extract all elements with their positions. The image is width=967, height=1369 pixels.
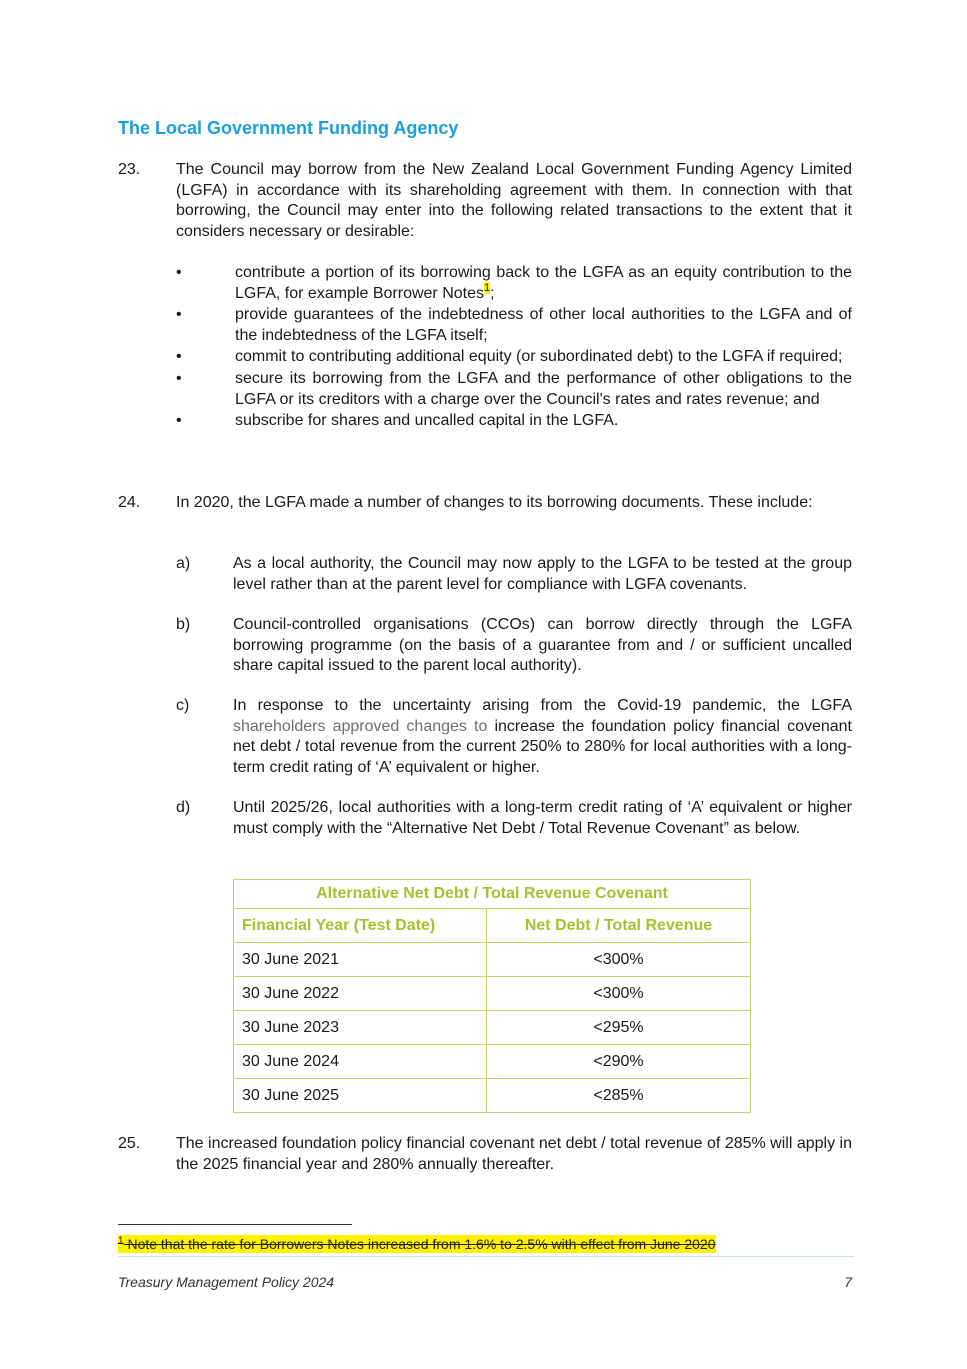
paragraph-text: The Council may borrow from the New Zealand Local Government Funding Agency Limited (LGFA) in accordance with its shareholding agreement with them. In connection with that borrowing, the Council may enter into the following related transactions to the extent that it considers necessary or desirable: — [176, 161, 852, 240]
table-title: Alternative Net Debt / Total Revenue Covenant — [234, 880, 751, 909]
paragraph-text: The increased foundation policy financial covenant net debt / total revenue of 285% will apply in the 2025 financial year and 280% annually thereafter. — [176, 1135, 852, 1173]
footnote-text: Note that the rate for Borrowers Notes increased from 1.6% to 2.5% with effect from June 2020 — [123, 1236, 716, 1252]
paragraph-24 — [118, 493, 852, 514]
list-item — [176, 411, 852, 432]
table-title-row — [234, 880, 751, 909]
bullet-list — [176, 263, 852, 433]
cell-ratio: <295% — [487, 1011, 751, 1045]
cell-ratio: <285% — [487, 1079, 751, 1113]
list-item-text: provide guarantees of the indebtedness of other local authorities to the LGFA and of the indebtedness of the LGFA itself; — [235, 306, 852, 344]
sub-item-c — [176, 696, 852, 778]
list-item-text: secure its borrowing from the LGFA and the performance of other obligations to the LGFA or its creditors with a charge over the Council's rates and rates revenue; and — [235, 369, 852, 408]
footer-document-title: Treasury Management Policy 2024 — [118, 1274, 335, 1290]
bullet-icon: • — [176, 348, 182, 366]
sub-item-text-grey: shareholders approved changes to — [233, 717, 488, 735]
sub-item-b — [176, 615, 852, 677]
list-item-text: contribute a portion of its borrowing back to the LGFA as an equity contribution to the LGFA, for example Borrower Notes — [235, 264, 852, 302]
covenant-table — [233, 879, 751, 1113]
bullet-icon: • — [176, 369, 182, 387]
cell-year: 30 June 2022 — [234, 977, 487, 1011]
sub-item-text: Until 2025/26, local authorities with a long-term credit rating of ‘A’ equivalent or higher must comply with the “Alternative Net Debt / Total Revenue Covenant” as below. — [233, 799, 852, 837]
paragraph-number: 23. — [118, 161, 141, 178]
footnote-reference[interactable]: 1 — [483, 282, 491, 295]
sub-item-letter: b) — [176, 616, 191, 633]
table-row — [234, 1079, 751, 1113]
footnote-number: 1 — [118, 1235, 124, 1247]
table-header-row — [234, 909, 751, 943]
paragraph-text: In 2020, the LGFA made a number of changes to its borrowing documents. These include: — [176, 494, 813, 511]
list-item — [176, 305, 852, 346]
page-number: 7 — [844, 1274, 852, 1290]
list-item — [176, 369, 852, 410]
list-item-text: commit to contributing additional equity (or subordinated debt) to the LGFA if required; — [235, 348, 843, 366]
footnote — [118, 1235, 716, 1253]
footnote-divider — [118, 1224, 352, 1225]
paragraph-number: 24. — [118, 494, 141, 511]
sub-item-letter: d) — [176, 799, 191, 816]
sub-item-text: In response to the uncertainty arising from the Covid-19 pandemic, the LGFA — [233, 697, 852, 714]
table-row — [234, 977, 751, 1011]
cell-ratio: <300% — [487, 977, 751, 1011]
table-row — [234, 1011, 751, 1045]
sub-item-d — [176, 798, 852, 839]
sub-item-letter: c) — [176, 697, 190, 714]
cell-year: 30 June 2023 — [234, 1011, 487, 1045]
paragraph-23 — [118, 160, 852, 242]
bullet-icon: • — [176, 264, 182, 281]
cell-year: 30 June 2024 — [234, 1045, 487, 1079]
paragraph-number: 25. — [118, 1135, 141, 1152]
sub-item-text-end: increase the foundation policy financial covenant net debt / total revenue from the current 250% to 280% for local authorities with a long-term credit rating of ‘A’ equivalent or higher. — [233, 717, 853, 776]
list-item — [176, 347, 852, 368]
table-row — [234, 1045, 751, 1079]
sub-item-text: As a local authority, the Council may now apply to the LGFA to be tested at the group level rather than at the parent level for compliance with LGFA covenants. — [233, 555, 852, 593]
cell-ratio: <290% — [487, 1045, 751, 1079]
list-item-text-end: ; — [490, 284, 495, 302]
column-header-ratio: Net Debt / Total Revenue — [487, 909, 751, 943]
sub-item-a — [176, 554, 852, 595]
bullet-icon: • — [176, 306, 182, 324]
sub-item-text: Council-controlled organisations (CCOs) can borrow directly through the LGFA borrowing programme (on the basis of a guarantee from and / or sufficient uncalled share capital issued to the parent local authority). — [233, 616, 852, 675]
footer-divider — [118, 1256, 854, 1257]
list-item — [176, 263, 852, 304]
paragraph-25 — [118, 1134, 852, 1175]
cell-year: 30 June 2025 — [234, 1079, 487, 1113]
section-heading: The Local Government Funding Agency — [118, 118, 459, 138]
sub-item-letter: a) — [176, 555, 191, 572]
table-row — [234, 943, 751, 977]
column-header-year: Financial Year (Test Date) — [234, 909, 487, 943]
cell-ratio: <300% — [487, 943, 751, 977]
bullet-icon: • — [176, 412, 182, 430]
cell-year: 30 June 2021 — [234, 943, 487, 977]
list-item-text: subscribe for shares and uncalled capital in the LGFA. — [235, 412, 619, 430]
